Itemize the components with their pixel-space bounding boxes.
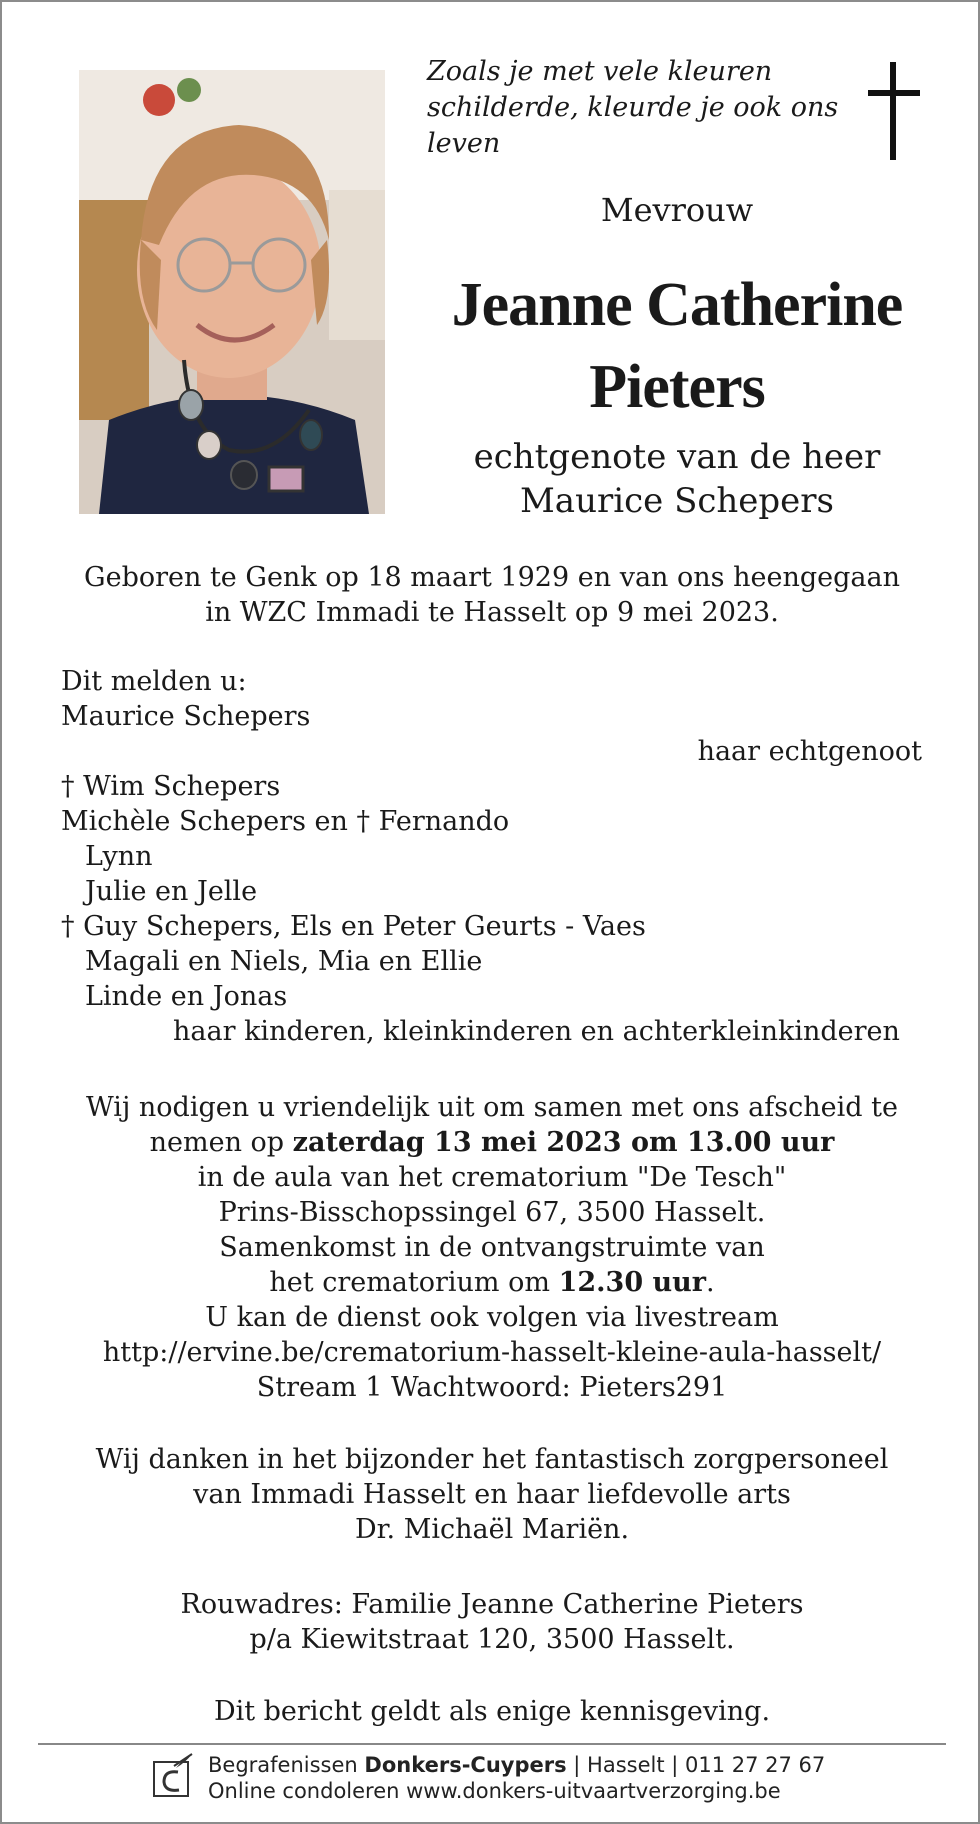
spouse-text: echtgenote van de heer [473,437,881,477]
address-line: p/a Kiewitstraat 120, 3500 Hasselt. [249,1624,735,1655]
footer-contact: | Hasselt | 011 27 27 67 [566,1753,826,1777]
portrait-illustration [79,70,385,514]
ceremony-text: nemen op [149,1127,293,1158]
thanks-message [42,1442,942,1547]
address-line: Rouwadres: Familie Jeanne Catherine Pieters [180,1589,804,1620]
family-member: Julie en Jelle [85,876,258,907]
thanks-line: Dr. Michaël Mariën. [354,1514,630,1545]
ceremony-line: Samenkomst in de ontvangstruimte van [219,1232,765,1263]
birth-line: Geboren te Genk op 18 maart 1929 en van ons heengegaan [84,562,900,593]
ceremony-line [42,1265,942,1300]
condolence-link[interactable]: Online condoleren www.donkers-uitvaartverzorging.be [208,1779,781,1803]
family-partner-role: haar echtgenoot [697,736,922,767]
family-list [61,664,922,1049]
thanks-line: Wij danken in het bijzonder het fantastisch zorgpersoneel [95,1444,889,1475]
family-children-role: haar kinderen, kleinkinderen en achterkleinkinderen [173,1016,900,1047]
footer-divider [38,1743,946,1745]
ceremony-text: het crematorium om [269,1267,559,1298]
spouse-name: Maurice Schepers [519,481,835,521]
ceremony-line: U kan de dienst ook volgen via livestream [205,1302,779,1333]
portrait-photo [79,70,385,514]
ceremony-line: in de aula van het crematorium "De Tesch" [197,1162,787,1193]
salutation: Mevrouw [600,191,754,229]
footer-text: Begrafenissen [208,1753,365,1777]
ceremony-line: Stream 1 Wachtwoord: Pieters291 [256,1372,728,1403]
spouse-line [432,435,922,523]
family-partner: Maurice Schepers [61,701,311,732]
cross-icon [864,62,924,162]
birth-line: in WZC Immadi te Hasselt op 9 mei 2023. [205,597,779,628]
birth-death-info [42,560,942,630]
name-line: Pieters [589,353,765,421]
ceremony-line: Wij nodigen u vriendelijk uit om samen met ons afscheid te [86,1092,898,1123]
family-member: Linde en Jonas [85,981,288,1012]
family-intro: Dit melden u: [61,666,247,697]
funeral-home-logo-icon [152,1752,194,1798]
funeral-home-footer [208,1752,825,1804]
name-line: Jeanne Catherine [451,271,903,339]
ceremony-text: . [706,1267,715,1298]
funeral-home-name: Donkers-Cuypers [364,1753,567,1777]
ceremony-date: zaterdag 13 mei 2023 om 13.00 uur [292,1127,835,1158]
gathering-time: 12.30 uur [558,1267,706,1298]
family-member: Michèle Schepers en † Fernando [61,806,510,837]
family-member: † Guy Schepers, Els en Peter Geurts - Vaes [61,911,646,942]
thanks-line: van Immadi Hasselt en haar liefdevolle arts [193,1479,791,1510]
motto-line: schilderde, kleurde je ook ons [427,92,839,123]
livestream-link[interactable]: http://ervine.be/crematorium-hasselt-kleine-aula-hasselt/ [102,1337,882,1368]
motto-quote [427,54,839,162]
motto-line: Zoals je met vele kleuren [427,56,773,87]
family-member: † Wim Schepers [61,771,281,802]
family-member: Magali en Niels, Mia en Ellie [85,946,483,977]
mourning-address [42,1587,942,1657]
ceremony-line: Prins-Bisschopssingel 67, 3500 Hasselt. [218,1197,766,1228]
deceased-name [432,264,922,428]
motto-line: leven [427,128,501,159]
footer-line [208,1752,825,1778]
notice-line: Dit bericht geldt als enige kennisgeving. [213,1696,771,1727]
ceremony-line [42,1125,942,1160]
family-member: Lynn [85,841,153,872]
ceremony-info [42,1090,942,1405]
